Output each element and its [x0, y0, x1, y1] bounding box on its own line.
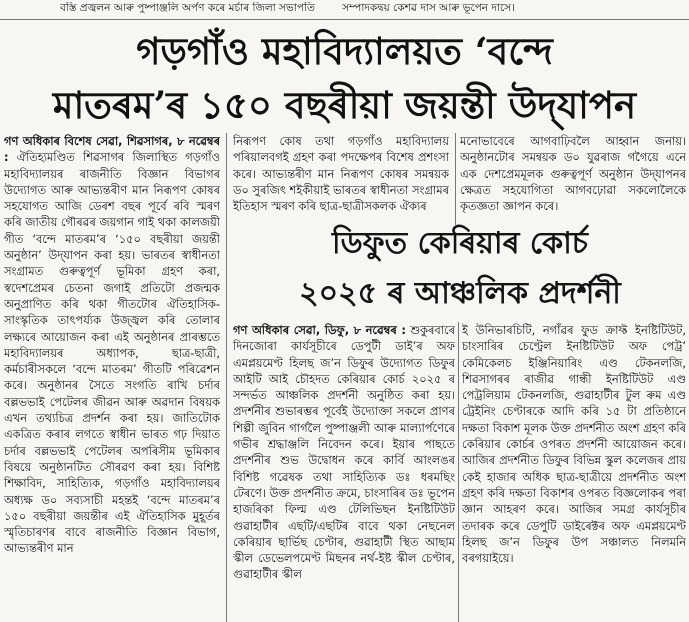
top-divider — [0, 19, 689, 20]
article1-col1-text: ঐতিহ্যমণ্ডিত শিৱসাগৰ জিলাস্থিত গড়গাঁও মহাবিদ্যালয়ৰ ৰাজনীতি বিজ্ঞান বিভাগৰ উদ্যোগত আৰু আভ্যন্তৰীণ মান নিৰূপণ কোষৰ সহযোগত আজি ডেৰশ বছৰ পূৰ্বে ৰবি স্মৰণ কৰি জাতীয় গৌৰৱৰ জয়গান গাই থকা কালজয়ী গীত ‘বন্দে মাতৰম’ৰ ‘১৫০ বছৰীয়া জয়ন্তী অনুষ্ঠান’ উদ্‌যাপন কৰা হয়। ভাৰতৰ স্বাধীনতা সংগ্ৰামত গুৰুত্বপূৰ্ণ ভূমিকা গ্ৰহণ কৰা, স্বদেশপ্ৰেমৰ চেতনা জগাই প্ৰতিটো প্ৰজন্মক অনুপ্ৰাণিত কৰি থকা গীতটোৰ ঐতিহাসিক- সাংস্কৃতিক তাৎপৰ্য্যক উজ্জ্বল কৰি তোলাৰ লক্ষ্যৰে আয়োজন কৰা এই অনুষ্ঠানৰ প্ৰাৰম্ভতে মহাবিদ্যালয়ৰ অধ্যাপক, ছাত্ৰ-ছাত্ৰী, কৰ্মচাৰীসকলে ‘বন্দে মাতৰম’ গীতটি পৰিৱেশন কৰে। অনুষ্ঠানৰ সৈতে সংগতি ৰাখি চৰ্দাৰ বল্লভভাই পেটেলৰ জীৱন আৰু অৱদান বিষয়ক এখন তথ্যচিত্ৰ প্ৰদৰ্শন কৰা হয়। জাতিটোক একত্ৰিত কৰাৰ লগতে স্বাধীন ভাৰত গঢ় দিয়াত চৰ্দাৰ বল্লভভাই পেটেলৰ অপৰিসীম ভূমিকাৰ বিষয়ে অনুষ্ঠানটিত সৌৰৱণ কৰা হয়। বিশিষ্ট শিক্ষাবিদ, সাহিত্যিক, গড়গাঁও মহাবিদ্যালয়ৰ অধ্যক্ষ ড০ সব্যসাচী মহন্তই ‘বন্দে মাতৰম’ৰ ১৫০ বছৰীয়া জয়ন্তীৰ এই ঐতিহাসিক মুহূৰ্তৰ স্মৃতিচাৰণৰ বাবে ৰাজনীতি বিজ্ঞান বিভাগ, আভ্যন্তৰীণ মান — [4, 150, 220, 556]
top-strip-left: বস্তি প্ৰজ্বলন আৰু পুষ্পাঞ্জলি অৰ্পণ কৰে মৰ্চাৰ জিলা সভাপতি — [60, 2, 315, 14]
article2-col1-text: শুকুৰবাৰে দিনজোৰা কাৰ্যসূচীৰে ডেপুটী ডাই’ৰ অফ এমপ্লয়মেণ্ট হিলছ জ’ন ডিফুৰ উদ্যোগত ডিফুৰ আইটি আই চৌহদত কেৰিয়াৰ কোৰ্চ ২০২৫ ৰ সন্দৰ্ভত আঞ্চলিক প্ৰদৰ্শনী অনুষ্ঠিত কৰা হয়। প্ৰদৰ্শনীৰ শুভাৰম্ভৰ পূৰ্বেই উদ্যোক্তা সকলে প্ৰাণৰ শিল্পী জুবিন গাৰ্গলৈ পুষ্পাঞ্জলী আৰু মাল্যাৰ্পণেৰে গভীৰ শ্ৰদ্ধাঞ্জলি নিবেদন কৰে। ইয়াৰ পাছতে প্ৰদৰ্শনীৰ শুভ উদ্বোধন কৰে কাৰ্বি আংলঙৰ বিশিষ্ট গৱেষক তথা সাহিত্যিক ডঃ ধৰমছিং টেৰণে। উক্ত প্ৰদৰ্শনীত ক্ৰমে, চাংসাৰিৰ ডঃ ভূপেন হাজৰিকা ফিল্ম এণ্ড টেলিভিছন ইনষ্টিটিউট গুৱাহাটীৰ এছটি/এছটিৰ বাবে থকা নেছনেল কেৰিয়াৰ ছাৰ্ভিছ চেণ্টাৰ, গুৱাহাটী স্থিত আছাম স্কীল ডেভেলপমেণ্ট মিছনৰ নৰ্থ-ইষ্ট স্কীল চেণ্টাৰ, গুৱাহাটীৰ স্কীল — [233, 323, 455, 582]
article1-column-1 — [4, 133, 220, 622]
article2-col2-text: ই উনিভাৰচিটি, নগাঁৱৰ ফুড ক্ৰাফ্ট ইনষ্টিটিউট, চাংসাৰিৰ চেণ্ট্ৰেল ইনষ্টিটিউট অফ পেট্ৰ’ কেমিকেলচ ইঞ্জিনিয়াৰিং এণ্ড টেকনলজি, শিৱসাগৰৰ ৰাজীৱ গান্ধী ইনষ্টিটিউট এণ্ড পেট্ৰলিয়াম টেকনলজি, গুৱাহাটীৰ টুল ৰুম এণ্ড ট্ৰেইনিং চেণ্টাৰকে আদি কৰি ১৫ টা প্ৰতিষ্ঠানে দক্ষতা বিকাশ মূলক উক্ত প্ৰদৰ্শনীত অংশ গ্ৰহণ কৰি কেৰিয়াৰ কোৰ্চৰ ওপৰত প্ৰদৰ্শনী আয়োজন কৰে। আজিৰ প্ৰদৰ্শনীত ডিফুৰ বিভিন্ন স্কুল কলেজৰ প্ৰায় কেই হাজাৰ অধিক ছাত্ৰ-ছাত্ৰীয়ে প্ৰদৰ্শনীত অংশ গ্ৰহণ কৰি দক্ষতা বিকাশৰ ওপৰত বিজ্ঞলোকৰ পৰা জ্ঞান আহৰণ কৰে। আজিৰ সমগ্ৰ কাৰ্যসূচীৰ তদাৰক কৰে ডেপুটি ডাইৰেক্টৰ অফ এমপ্লয়মেণ্ট হিলছ জ’ন ডিফুৰ উপ সঞ্চালত নিলমনি বৰগয়াইয়ে। — [462, 323, 686, 566]
article2-column-1 — [233, 322, 455, 622]
article2-dateline: গণ অধিকাৰ সেৱা, ডিফু, ৮ নৱেম্বৰ : — [233, 323, 406, 337]
article2-headline-line1: ডিফুত কেৰিয়াৰ কোৰ্চ — [332, 226, 588, 261]
article1-headline-line2: মাতৰম’ৰ ১৫০ বছৰীয়া জয়ন্তী উদ্‌যাপন — [52, 83, 637, 127]
column-rule-3 — [458, 322, 459, 622]
article2-headline-line2: ২০২৫ ৰ আঞ্চলিক প্ৰদৰ্শনী — [299, 276, 621, 311]
article1-column-3 — [460, 133, 686, 223]
column-rule-1 — [226, 133, 227, 622]
article1-headline-line1: গড়গাঁও মহাবিদ্যালয়ত ‘বন্দে — [136, 29, 553, 73]
top-strip — [60, 2, 680, 15]
article1-col3-text: মনোভাবেৰে আগবাঢ়িবলৈ আহ্বান জনায়। অনুষ্ঠানটোৰ সমন্বয়ক ড০ যুৱৰাজ গগৈয়ে এনে এক দেশপ্ৰেমমূলক গুৰুত্বপূৰ্ণ অনুষ্ঠান উদ্‌যাপনৰ ক্ষেত্ৰত সহযোগিতা আগবঢ়োৱা সকলোলৈকে কৃতজ্ঞতা জ্ঞাপন কৰে। — [460, 134, 686, 214]
column-rule-2 — [455, 133, 456, 225]
article2-column-2 — [462, 322, 686, 622]
top-strip-right: সম্পাদকদ্বয় কেশৱ দাস আৰু ভূপেন দাসে। — [342, 2, 515, 14]
article1-dateline: গণ অধিকাৰ বিশেষ সেৱা, শিৱসাগৰ, ৮ নৱেম্বৰ : — [4, 134, 220, 165]
article1-col2-text: নিৰূপণ কোষ তথা গড়গাঁও মহাবিদ্যালয় পৰিয়ালবগই গ্ৰহণ কৰা পদক্ষেপৰ বিশেষ প্ৰশংসা কৰে। আভ্যন্তৰীণ মান নিৰূপণ কোষৰ সমন্বয়ক ড০ সুৰজিৎ শইকীয়াই ভাৰতৰ স্বাধীনতা সংগ্ৰামৰ ইতিহাস স্মৰণ কৰি ছাত্ৰ-ছাত্ৰীসকলক ঐক্যৰ — [233, 134, 449, 214]
